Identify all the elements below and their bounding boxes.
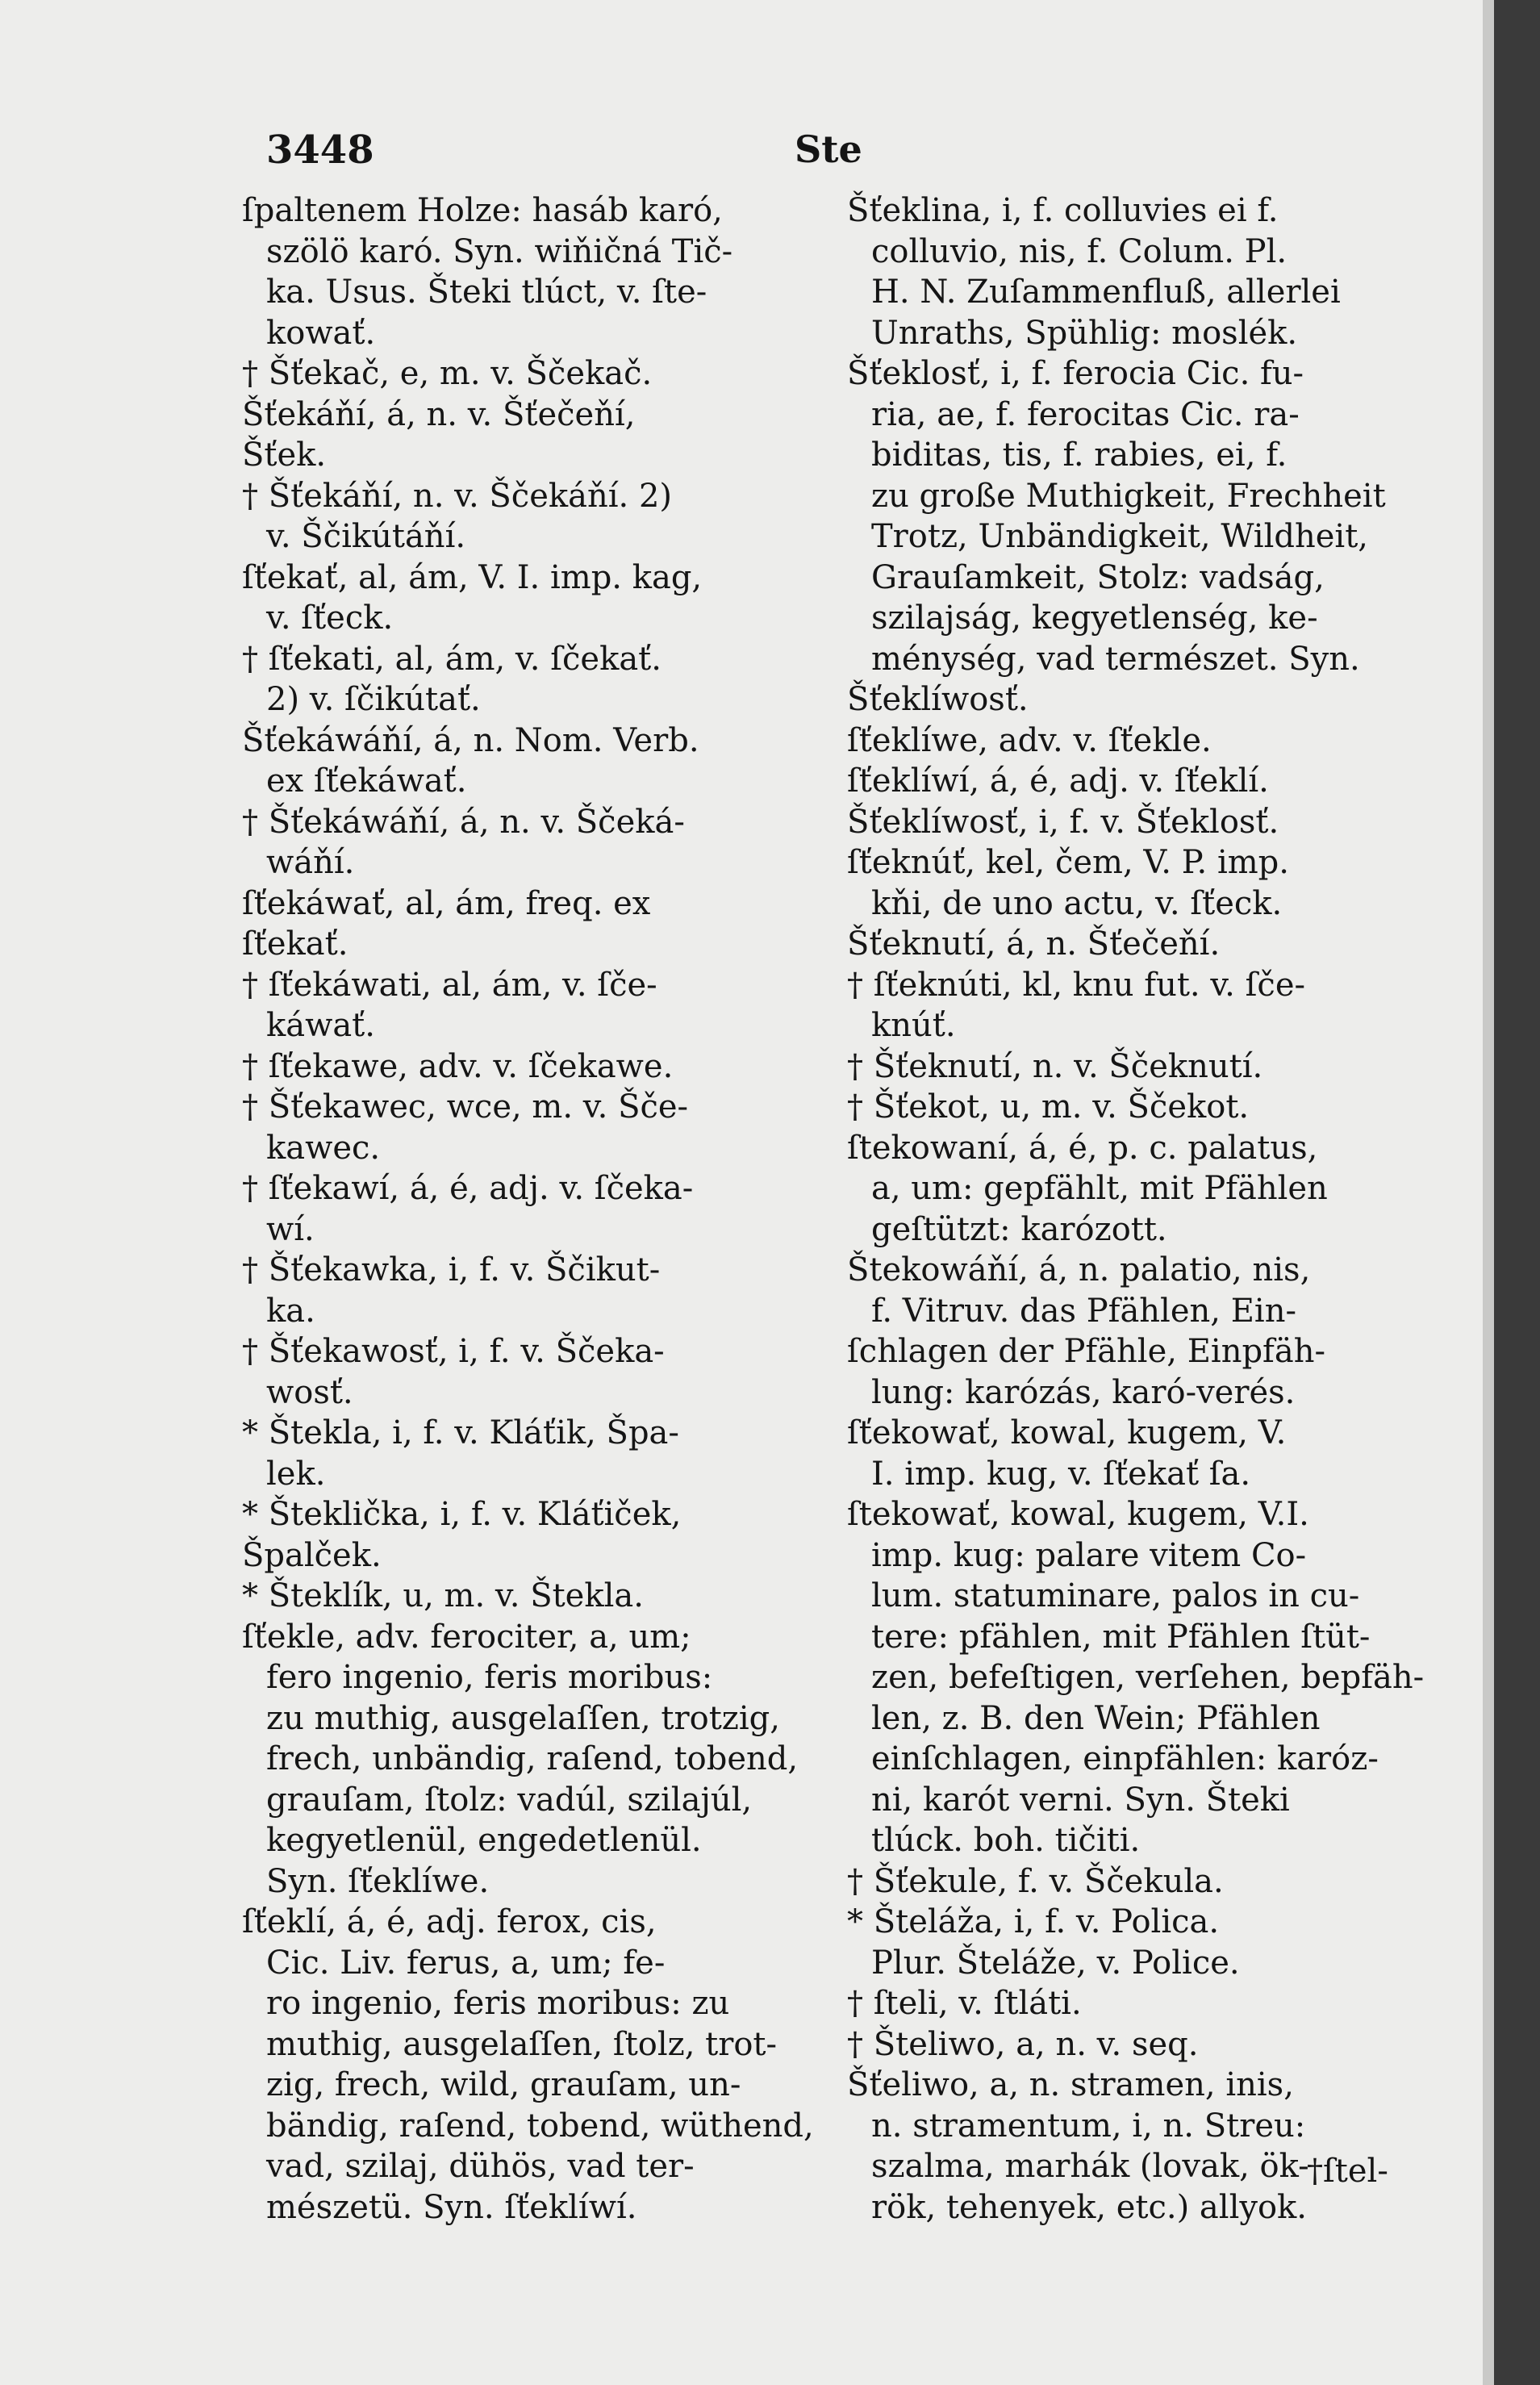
entry-line: geſtützt: karózott. <box>871 1210 1167 1248</box>
entry-line: † Šťekule, f. v. Ščekula. <box>847 1862 1224 1900</box>
entry-line: v. Ščikútáňí. <box>266 518 466 555</box>
entry-line: Šťek. <box>242 436 327 474</box>
entry-line: * Šteláža, i, f. v. Polica. <box>847 1903 1220 1940</box>
entry-line: v. ſťeck. <box>266 599 394 637</box>
entry-line: Grauſamkeit, Stolz: vadság, <box>871 558 1325 596</box>
entry-line: ka. Usus. Šteki tlúct, v. ſte- <box>266 274 707 311</box>
entry-line: ni, karót verni. Syn. Šteki <box>871 1781 1290 1819</box>
entry-line: ſťeklíwe, adv. v. ſťekle. <box>847 721 1212 759</box>
entry-line: zu muthig, ausgelaſſen, trotzig, <box>266 1699 780 1737</box>
entry-line: wosť. <box>266 1373 353 1411</box>
entry-line: szilajság, kegyetlenség, ke- <box>871 599 1318 637</box>
entry-line: Špalček. <box>242 1536 382 1574</box>
entry-line: ſťekle, adv. ferociter, a, um; <box>242 1618 691 1656</box>
entry-line: fero ingenio, feris moribus: <box>266 1659 713 1696</box>
entry-line: Šťekáwáňí, á, n. Nom. Verb. <box>242 721 699 759</box>
page-edge <box>1483 0 1494 2385</box>
page-number: 3448 <box>266 127 374 173</box>
entry-line: Šťeknutí, á, n. Šťečeňí. <box>847 925 1221 963</box>
right-column <box>847 190 1444 2228</box>
entry-line: † Šťeknutí, n. v. Ščeknutí. <box>847 1047 1263 1085</box>
entry-line: ſťekowať, kowal, kugem, V. <box>847 1414 1287 1451</box>
entry-line: Šťeklina, i, f. colluvies ei f. <box>847 192 1279 229</box>
entry-line: Unraths, Spühlig: moslék. <box>871 314 1298 352</box>
entry-line: † ſteli, v. ſtláti. <box>847 1985 1082 2022</box>
entry-line: † Šťekawka, i, f. v. Ščikut- <box>242 1251 661 1289</box>
entry-line: vad, szilaj, dühös, vad ter- <box>266 2148 695 2185</box>
entry-line: wí. <box>266 1210 315 1248</box>
entry-line: muthig, ausgelaſſen, ſtolz, trot- <box>266 2025 778 2063</box>
entry-line: * Šteklička, i, f. v. Kláťiček, <box>242 1496 682 1533</box>
entry-line: einſchlagen, einpfählen: karóz- <box>871 1740 1379 1777</box>
entry-line: Syn. ſťeklíwe. <box>266 1862 490 1900</box>
entry-line: † Šťekáwáňí, á, n. v. Ščeká- <box>242 803 685 841</box>
entry-line: lung: karózás, karó-verés. <box>871 1373 1296 1411</box>
entry-line: † Šťekawec, wce, m. v. Šče- <box>242 1088 689 1126</box>
entry-line: † Šťekawosť, i, f. v. Ščeka- <box>242 1333 665 1370</box>
book-spine <box>1494 0 1540 2385</box>
entry-line: colluvio, nis, f. Colum. Pl. <box>871 232 1288 270</box>
entry-line: tlúck. boh. tičiti. <box>871 1822 1141 1859</box>
entry-line: szölö karó. Syn. wiňičná Tič- <box>266 232 733 270</box>
entry-line: Šťeklosť, i, f. ferocia Cic. fu- <box>847 355 1304 392</box>
entry-line: Šťeklíwosť. <box>847 681 1029 718</box>
entry-line: zu große Muthigkeit, Frechheit <box>871 477 1386 515</box>
left-column <box>242 190 839 2228</box>
entry-line: ex ſťekáwať. <box>266 762 467 800</box>
entry-line: ſťeknúť, kel, čem, V. P. imp. <box>847 844 1289 881</box>
entry-line: ſťekať, al, ám, V. I. imp. kag, <box>242 558 703 596</box>
entry-line: † Šťekot, u, m. v. Ščekot. <box>847 1088 1250 1126</box>
entry-line: kawec. <box>266 1129 381 1167</box>
entry-line: knúť. <box>871 1007 956 1044</box>
entry-line: Šťeklíwosť, i, f. v. Šťeklosť. <box>847 803 1279 841</box>
entry-line: * Šteklík, u, m. v. Štekla. <box>242 1577 644 1614</box>
entry-line: I. imp. kug, v. ſťekať ſa. <box>871 1455 1251 1493</box>
entry-line: tere: pfählen, mit Pfählen ſtüt- <box>871 1618 1371 1656</box>
entry-line: Štekowáňí, á, n. palatio, nis, <box>847 1251 1311 1289</box>
entry-line: ſťeklí, á, é, adj. ferox, cis, <box>242 1903 657 1940</box>
entry-line: biditas, tis, f. rabies, ei, f. <box>871 436 1288 474</box>
entry-line: † Šteliwo, a, n. v. seq. <box>847 2025 1199 2063</box>
entry-line: † Šťekáňí, n. v. Ščekáňí. 2) <box>242 477 673 515</box>
running-head: Ste <box>795 127 862 171</box>
entry-line: frech, unbändig, raſend, tobend, <box>266 1740 799 1777</box>
entry-line: 2) v. ſčikútať. <box>266 681 481 718</box>
entry-line: n. stramentum, i, n. Streu: <box>871 2107 1306 2145</box>
entry-line: ſťeklíwí, á, é, adj. v. ſťeklí. <box>847 762 1269 800</box>
entry-line: zig, frech, wild, grauſam, un- <box>266 2066 741 2103</box>
entry-line: grauſam, ſtolz: vadúl, szilajúl, <box>266 1781 753 1819</box>
entry-line: † ſťekáwati, al, ám, v. ſče- <box>242 966 657 1004</box>
entry-line: lum. statuminare, palos in cu- <box>871 1577 1360 1614</box>
entry-line: ka. <box>266 1292 315 1330</box>
entry-line: ria, ae, f. ferocitas Cic. ra- <box>871 395 1300 433</box>
entry-line: H. N. Zuſammenfluß, allerlei <box>871 274 1341 311</box>
entry-line: ſpaltenem Holze: hasáb karó, <box>242 192 723 229</box>
entry-line: † ſťekawe, adv. v. ſčekawe. <box>242 1047 674 1085</box>
entry-line: Cic. Liv. ferus, a, um; fe- <box>266 1944 666 1982</box>
entry-line: bändig, raſend, tobend, wüthend, <box>266 2107 814 2145</box>
entry-line: ſtekowaní, á, é, p. c. palatus, <box>847 1129 1318 1167</box>
entry-line: Plur. Šteláže, v. Police. <box>871 1944 1240 1982</box>
entry-line: ſťekať. <box>242 925 348 963</box>
entry-line: † Šťekač, e, m. v. Ščekač. <box>242 355 653 392</box>
entry-line: len, z. B. den Wein; Pfählen <box>871 1699 1321 1737</box>
entry-line: kňi, de uno actu, v. ſťeck. <box>871 884 1283 922</box>
entry-line: mészetü. Syn. ſťeklíwí. <box>266 2188 637 2226</box>
entry-line: káwať. <box>266 1007 375 1044</box>
entry-line: lek. <box>266 1455 326 1493</box>
entry-line: † ſťekati, al, ám, v. ſčekať. <box>242 640 661 678</box>
entry-line: Šťekáňí, á, n. v. Šťečeňí, <box>242 395 636 433</box>
entry-line: † ſťeknúti, kl, knu fut. v. ſče- <box>847 966 1306 1004</box>
entry-line: ménység, vad természet. Syn. <box>871 640 1360 678</box>
entry-line: ſchlagen der Pfähle, Einpfäh- <box>847 1333 1325 1370</box>
entry-line: zen, befeſtigen, verſehen, bepfäh- <box>871 1659 1425 1696</box>
entry-line: imp. kug: palare vitem Co- <box>871 1536 1307 1574</box>
entry-line: * Štekla, i, f. v. Kláťik, Špa- <box>242 1414 679 1451</box>
entry-line: ſtekowať, kowal, kugem, V.I. <box>847 1496 1309 1533</box>
catchword: †ſtel- <box>1307 2153 1388 2190</box>
entry-line: kowať. <box>266 314 376 352</box>
entry-line: szalma, marhák (lovak, ök- <box>871 2148 1309 2185</box>
entry-line: kegyetlenül, engedetlenül. <box>266 1822 702 1859</box>
entry-line: ro ingenio, feris moribus: zu <box>266 1985 730 2022</box>
entry-line: f. Vitruv. das Pfählen, Ein- <box>871 1292 1296 1330</box>
entry-line: wáňí. <box>266 844 355 881</box>
entry-line: Šťeliwo, a, n. stramen, inis, <box>847 2066 1294 2103</box>
entry-line: rök, tehenyek, etc.) allyok. <box>871 2188 1307 2226</box>
entry-line: a, um: gepfählt, mit Pfählen <box>871 1170 1328 1207</box>
entry-line: Trotz, Unbändigkeit, Wildheit, <box>871 518 1368 555</box>
entry-line: † ſťekawí, á, é, adj. v. ſčeka- <box>242 1170 694 1207</box>
entry-line: ſťekáwať, al, ám, freq. ex <box>242 884 651 922</box>
